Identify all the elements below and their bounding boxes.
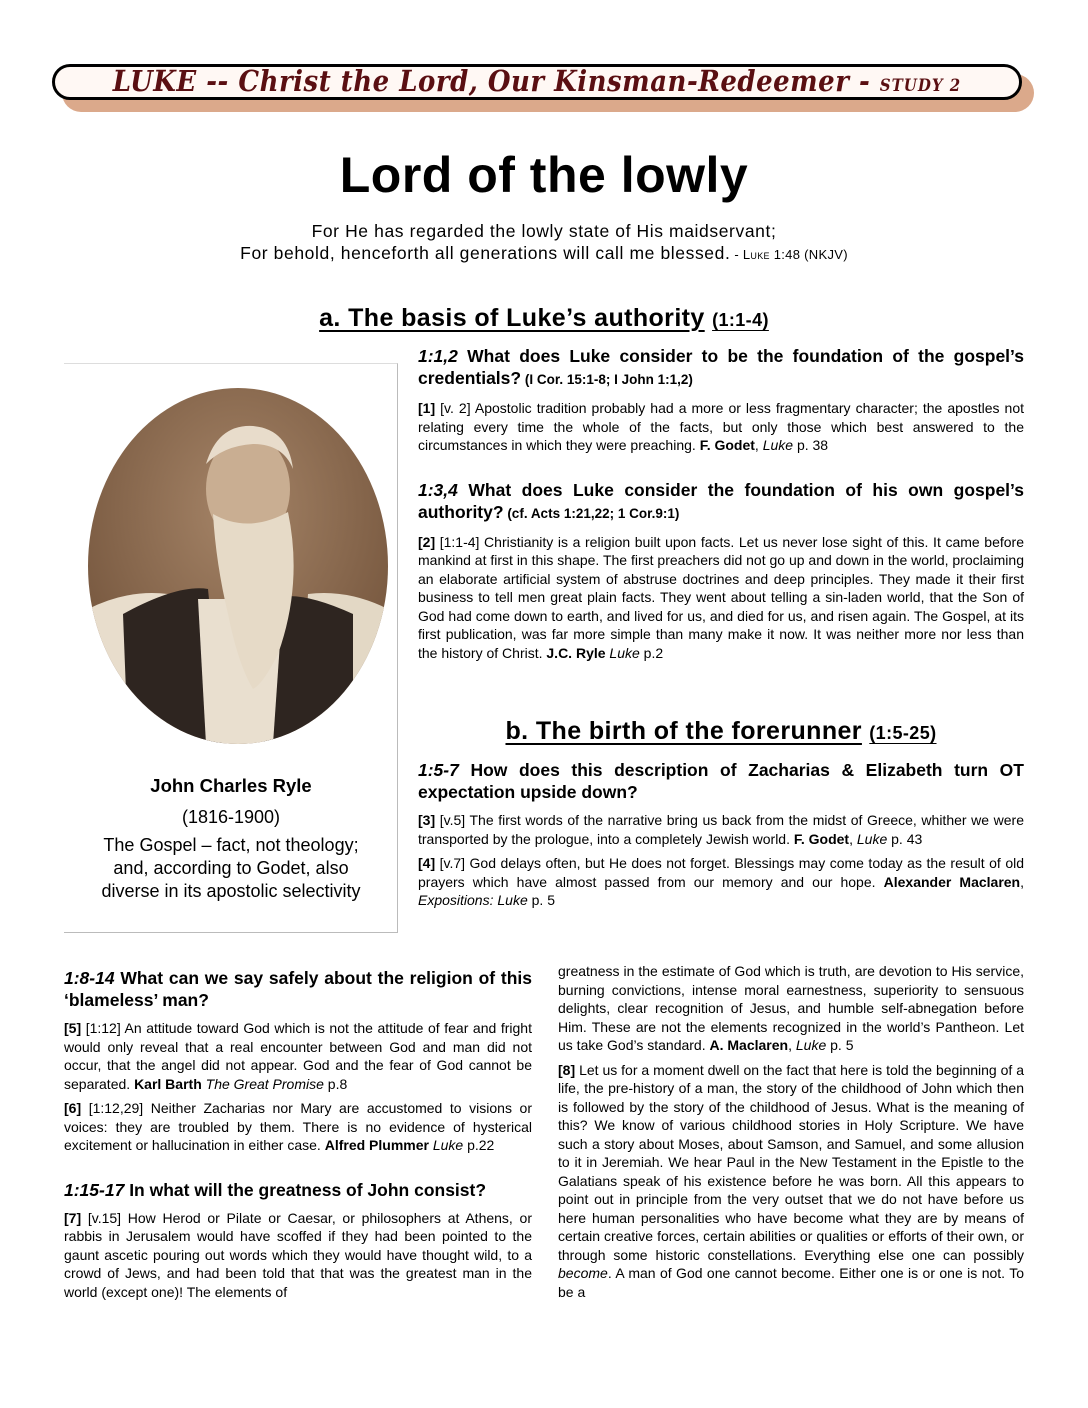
- quote-tail: . A man of God one cannot become. Either one is or one is not. To be a: [558, 1265, 1024, 1300]
- desc-line-1: The Gospel – fact, not theology;: [103, 835, 359, 855]
- quote-7-continued: [558, 962, 1024, 1055]
- quote-num: [8]: [558, 1061, 576, 1078]
- question-verse: 1:5-7: [418, 760, 459, 780]
- question-3: [418, 759, 1024, 803]
- ref-book: Luke: [742, 247, 770, 262]
- quote-body: God delays often, but He does not forget. Blessings may come today as the result of old prayers which have almost passed from our memory and our hope.: [418, 855, 1025, 890]
- series-title: [113, 65, 962, 99]
- epigraph-line-2: [0, 242, 1088, 266]
- portrait-sidebar: [64, 363, 398, 933]
- quote-author: J.C. Ryle: [546, 644, 606, 661]
- quote-num: [5]: [64, 1020, 82, 1036]
- quote-ref: [v.7]: [435, 855, 470, 871]
- question-verse: 1:3,4: [418, 479, 458, 500]
- desc-line-3: diverse in its apostolic selectivity: [101, 881, 361, 901]
- section-b-column: [418, 759, 1024, 916]
- quote-3: [418, 811, 1024, 848]
- ref-rest: 1:48 (NKJV): [769, 247, 848, 262]
- quote-body: Neither Zacharias nor Mary are accustomed to visions or voices: they are troubled by them. There is no evidence of hysterical excitement or hallucination in either case.: [64, 1100, 532, 1153]
- quote-8: [558, 1061, 1024, 1302]
- question-text: In what will the greatness of John consist?: [124, 1179, 487, 1200]
- question-4: [64, 967, 532, 1011]
- question-2: [418, 479, 1024, 525]
- quote-sep: ,: [788, 1037, 796, 1053]
- bottom-left-column: [64, 967, 532, 1307]
- question-5: [64, 1179, 532, 1201]
- question-1: [418, 345, 1024, 391]
- quote-body: Let us for a moment dwell on the fact that here is told the beginning of a life, the pre-history of a man, the story of the childhood of John which then is followed by the story of the childhood of Jesus. What is the meaning of this? We know of various childhood stories in Holy Scripture. We have such a story about Moses, about Samson, and Samuel, and some allusion to it in Jeremiah. We hear Paul in the New Testament in the Epistle to the Galatians speak of his existence before he was born. All this appears to point out in principle from the very outset that we do not have before us here human personalities who have become what they are by means of certain creative forces, certain abilities or qualities or efforts of their own, or through some historic constellations. Everything else one can possibly: [558, 1061, 1025, 1263]
- question-text: What does Luke consider to be the foundation of the gospel’s credentials?: [418, 346, 1024, 388]
- question-text: How does this description of Zacharias & Elizabeth turn OT expectation upside down?: [418, 760, 1024, 802]
- question-text: What can we say safely about the religion of this ‘blameless’ man?: [64, 968, 532, 1010]
- portrait-dates: (1816-1900): [181, 807, 281, 827]
- portrait-name: John Charles Ryle: [150, 775, 312, 796]
- question-verse: 1:1,2: [418, 346, 458, 366]
- desc-line-2: and, according to Godet, also: [113, 858, 349, 878]
- quote-2: [418, 533, 1024, 663]
- quote-body: Apostolic tradition probably had a more or less fragmentary character; the apostles not relating every time the whole of the facts, but only those which best answered to the circumstances in which they were preaching.: [418, 400, 1025, 453]
- quote-work: Luke: [762, 437, 794, 453]
- quote-author: F. Godet: [699, 437, 755, 453]
- quote-ref: [v. 2]: [435, 400, 475, 416]
- section-heading-a: [0, 304, 1088, 333]
- quote-page: p.2: [639, 644, 664, 661]
- quote-author: Alfred Plummer: [324, 1137, 429, 1153]
- ref-prefix: -: [730, 247, 743, 262]
- quote-emphasis: become: [558, 1265, 608, 1281]
- epigraph: [0, 220, 1088, 266]
- quote-author: Karl Barth: [134, 1075, 202, 1092]
- quote-page: p. 5: [527, 892, 555, 908]
- portrait-description: [64, 834, 398, 903]
- quote-num: [4]: [418, 855, 436, 871]
- quote-num: [2]: [418, 533, 436, 550]
- quote-7: [64, 1209, 532, 1302]
- quote-author: A. Maclaren: [709, 1037, 789, 1053]
- quote-body: The first words of the narrative bring us back from the midst of Greece, whither we were transported by the prologue, into a completely Jewish world.: [418, 812, 1024, 847]
- quote-work: Expositions: Luke: [418, 892, 528, 908]
- section-b-range: (1:5-25): [869, 723, 937, 743]
- quote-author: Alexander Maclaren: [883, 873, 1021, 890]
- quote-ref: [1:12,29]: [81, 1100, 151, 1116]
- question-verse: 1:15-17: [64, 1179, 125, 1200]
- quote-sep: ,: [1020, 873, 1024, 890]
- quote-work: Luke: [432, 1137, 464, 1153]
- quote-num: [6]: [64, 1100, 82, 1116]
- quote-page: p.22: [463, 1137, 495, 1153]
- quote-num: [7]: [64, 1209, 82, 1226]
- epigraph-line-1: For He has regarded the lowly state of His maidservant;: [311, 221, 777, 241]
- quote-1: [418, 399, 1024, 455]
- quote-ref: [1:1-4]: [435, 533, 485, 550]
- study-number: STUDY 2: [879, 75, 962, 96]
- quote-work: Luke: [795, 1037, 827, 1053]
- quote-work: The Great Promise: [205, 1075, 324, 1092]
- series-banner: [52, 64, 1022, 100]
- question-xref: (cf. Acts 1:21,22; 1 Cor.9:1): [503, 505, 680, 521]
- quote-sep: ,: [849, 830, 857, 847]
- quote-page: p. 38: [793, 437, 829, 453]
- question-verse: 1:8-14: [64, 968, 115, 988]
- quote-ref: [v.5]: [435, 812, 470, 828]
- bottom-right-column: [558, 962, 1024, 1307]
- quote-body: Christianity is a religion built upon facts. Let us never lose sight of this. It came before mankind at first in this shape. The first preachers did not go up and down in the world, proclaiming an elaborate artificial system of abstruse doctrines and deep principles. They made it their first business to tell men great plain facts. They went about telling a sin-laden world, that the Son of God had come down to earth, and lived for us, and died for us, and risen again. The Gospel, at its first publication, was far more simple than many make it now. It was neither more nor less than the history of Christ.: [418, 533, 1024, 661]
- section-a-title: a. The basis of Luke’s authority: [319, 304, 705, 332]
- quote-body: greatness in the estimate of God which is truth, are devotion to His service, burning convictions, intense moral earnestness, superiority to sensuous delights, clear recognition of Jesus, and humble self-abnegation before Him. These are not the elements recognized in the world’s Pantheon. Let us take God’s standard.: [558, 963, 1024, 1053]
- quote-body: An attitude toward God which is not the attitude of fear and fright would only reveal that a real encounter between God and man did not occur, that the angel did not appear. God and the fear of God cannot be separated.: [64, 1020, 532, 1092]
- portrait-image: [88, 384, 388, 744]
- quote-ref: [v.15]: [81, 1209, 128, 1226]
- epigraph-reference: [730, 247, 847, 262]
- quote-5: [64, 1019, 532, 1093]
- quote-ref: [1:12]: [81, 1020, 125, 1036]
- quote-author: F. Godet: [793, 830, 850, 847]
- quote-sep: ,: [754, 437, 763, 453]
- question-text: What does Luke consider the foundation of his own gospel’s authority?: [418, 479, 1024, 522]
- right-column: [418, 345, 1024, 668]
- quote-num: [1]: [418, 400, 436, 416]
- quote-num: [3]: [418, 812, 436, 828]
- section-b-title: b. The birth of the forerunner: [505, 717, 862, 745]
- quote-4: [418, 854, 1024, 910]
- quote-work: Luke: [856, 830, 888, 847]
- section-a-range: (1:1-4): [712, 310, 769, 330]
- question-xref: (I Cor. 15:1-8; I John 1:1,2): [521, 372, 693, 387]
- epigraph-line-2-text: For behold, henceforth all generations will call me blessed.: [240, 243, 731, 263]
- series-title-text: LUKE -- Christ the Lord, Our Kinsman-Redeemer -: [112, 65, 880, 99]
- quote-6: [64, 1099, 532, 1155]
- page-title: Lord of the lowly: [339, 147, 749, 203]
- quote-work: Luke: [609, 644, 640, 661]
- quote-page: p. 5: [826, 1037, 854, 1053]
- quote-page: p. 43: [887, 830, 923, 847]
- section-heading-b: [418, 717, 1024, 746]
- quote-body: How Herod or Pilate or Caesar, or philosophers at Athens, or rabbis in Jerusalem would have scoffed if they had been pointed to the gaunt ascetic pouring out words which they would have thought wild, to a crowd of Jews, and had been told that that was the greatest man in the world (except one)! The elements of: [64, 1209, 532, 1300]
- quote-page: p.8: [323, 1075, 348, 1092]
